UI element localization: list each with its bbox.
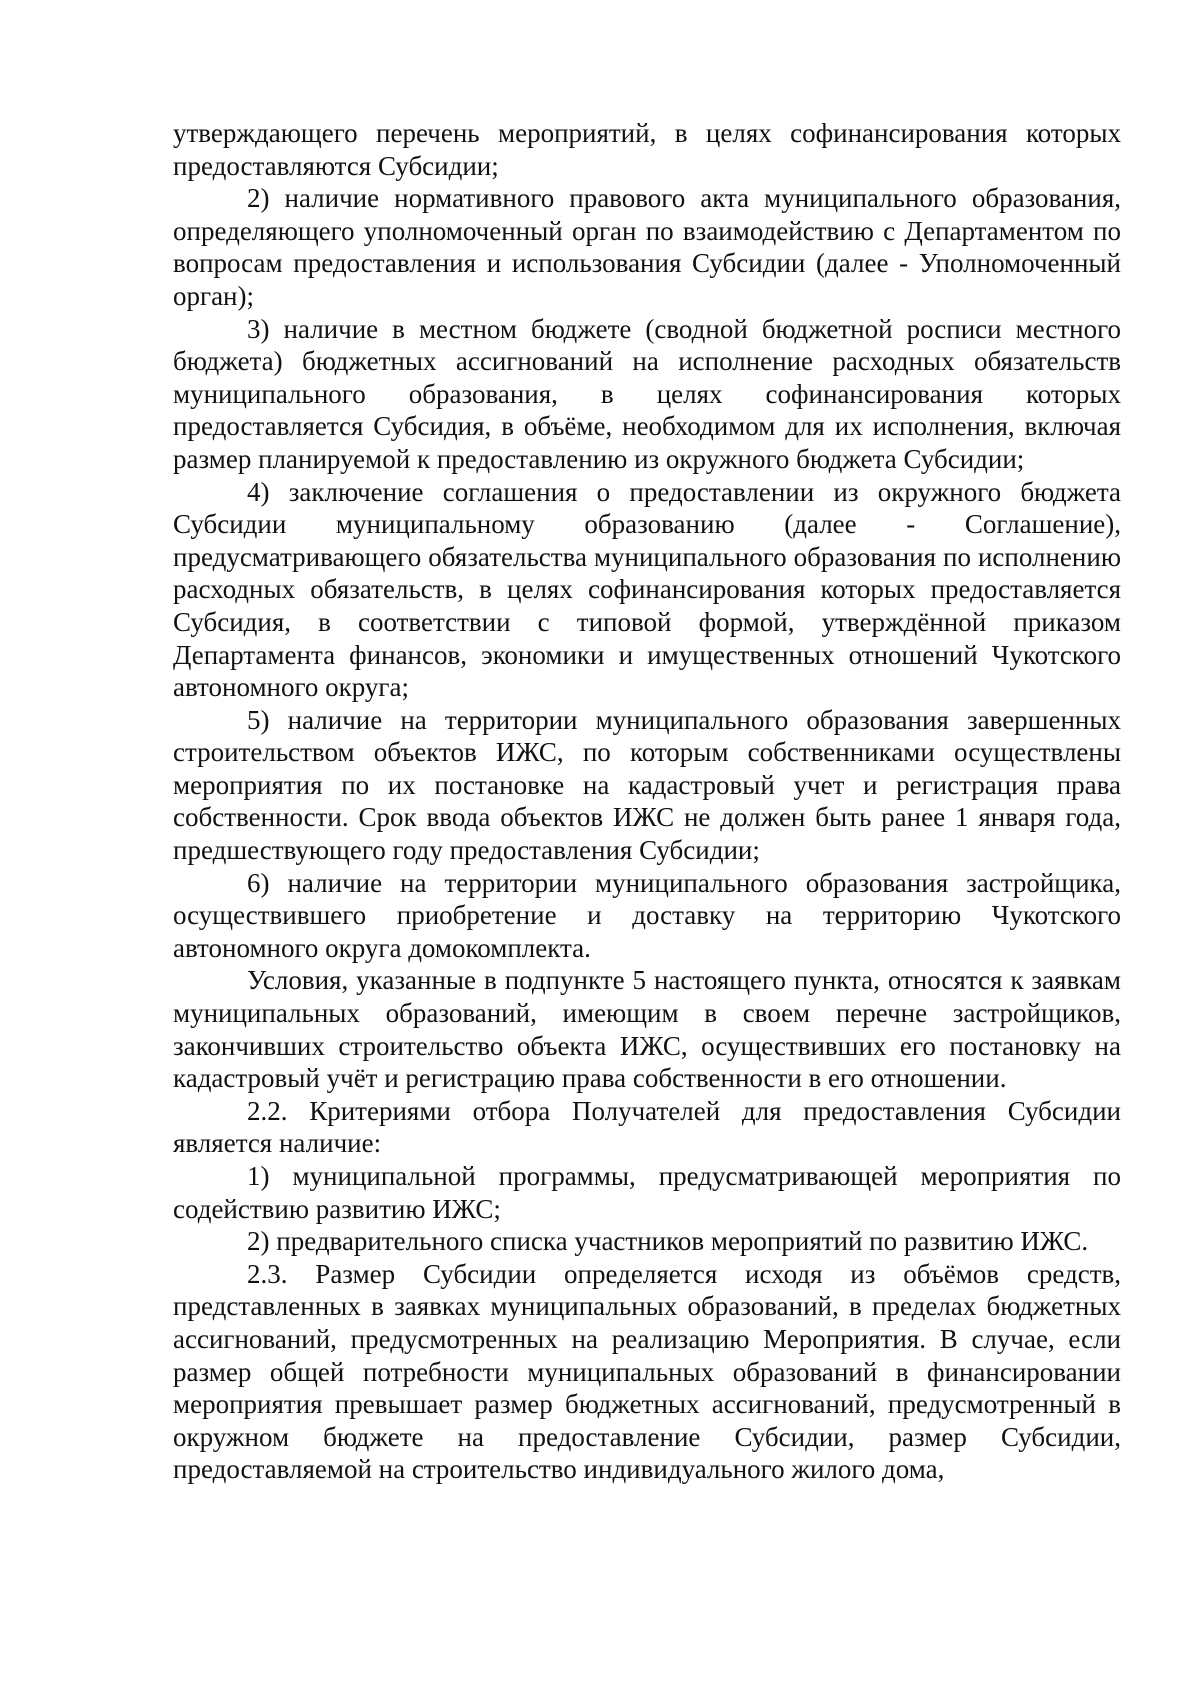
paragraph-criterion-1: 1) муниципальной программы, предусматривающей мероприятия по содействию развитию ИЖС; [173,1161,1121,1224]
document-page [173,117,1121,1486]
paragraph-condition-4: 4) заключение соглашения о предоставлении из окружного бюджета Субсидии муниципальному образованию (далее - Соглашение), предусматривающего обязательства муниципального образования по исполнению расходных обязательств, в целях софинансирования которых предоставляется Субсидия, в соответствии с типовой формой, утверждённой приказом Департамента финансов, экономики и имущественных отношений Чукотского автономного округа; [173,476,1121,703]
paragraph-condition-5: 5) наличие на территории муниципального образования завершенных строительством объектов ИЖС, по которым собственниками осуществлены мероприятия по их постановке на кадастровый учет и регистрация права собственности. Срок ввода объектов ИЖС не должен быть ранее 1 января года, предшествующего году предоставления Субсидии; [173,704,1121,866]
paragraph-condition-6: 6) наличие на территории муниципального образования застройщика, осуществившего приобретение и доставку на территорию Чукотского автономного округа домокомплекта. [173,867,1121,963]
paragraph-conditions-note: Условия, указанные в подпункте 5 настоящего пункта, относятся к заявкам муниципальных образований, имеющим в своем перечне застройщиков, закончивших строительство объекта ИЖС, осуществивших его постановку на кадастровый учёт и регистрацию права собственности в его отношении. [173,965,1121,1094]
paragraph-criterion-2: 2) предварительного списка участников мероприятий по развитию ИЖС. [247,1226,1089,1257]
paragraph-condition-3: 3) наличие в местном бюджете (сводной бюджетной росписи местного бюджета) бюджетных ассигнований на исполнение расходных обязательств муниципального образования, в целях софинансирования которых предоставляется Субсидия, в объёме, необходимом для их исполнения, включая размер планируемой к предоставлению из окружного бюджета Субсидии; [173,313,1121,474]
paragraph-intro-continued: утверждающего перечень мероприятий, в целях софинансирования которых предоставляются Субсидии; [173,118,1121,181]
paragraph-condition-2: 2) наличие нормативного правового акта муниципального образования, определяющего уполномоченный орган по взаимодействию с Департаментом по вопросам предоставления и использования Субсидии (далее - Уполномоченный орган); [173,183,1121,311]
paragraph-section-2-2: 2.2. Критериями отбора Получателей для предоставления Субсидии является наличие: [173,1095,1121,1159]
paragraph-section-2-3: 2.3. Размер Субсидии определяется исходя из объёмов средств, представленных в заявках муниципальных образований, в пределах бюджетных ассигнований, предусмотренных на реализацию Мероприятия. В случае, если размер общей потребности муниципальных образований в финансировании мероприятия превышает размер бюджетных ассигнований, предусмотренный в окружном бюджете на предоставление Субсидии, размер Субсидии, предоставляемой на строительство индивидуального жилого дома, [173,1258,1121,1485]
